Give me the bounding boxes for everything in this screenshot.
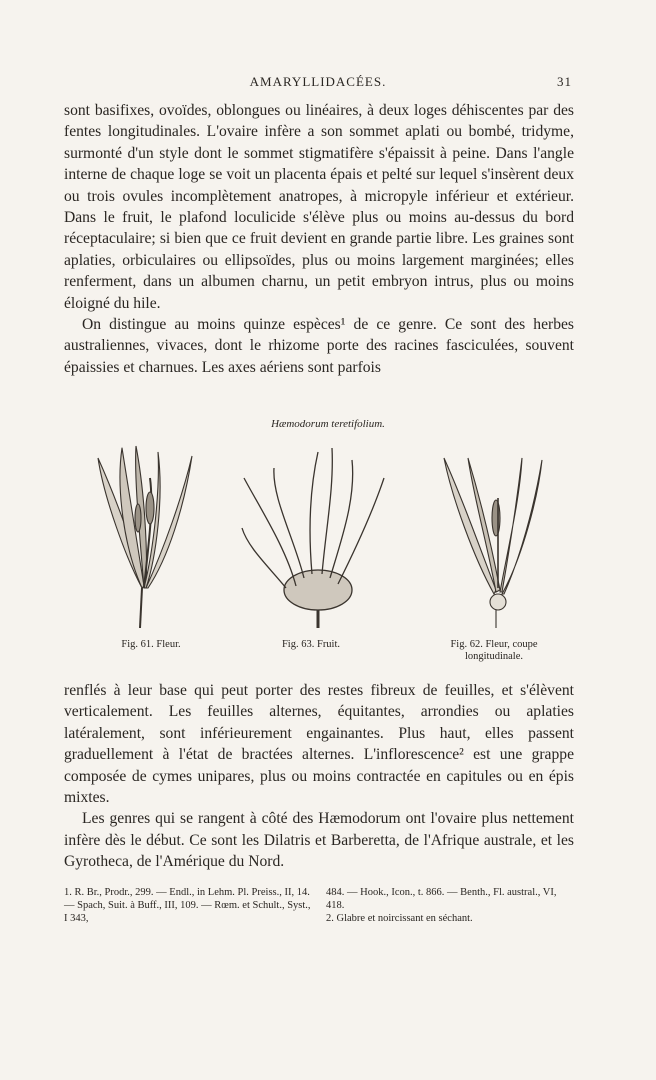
paragraph: Les genres qui se rangent à côté des Hæmodorum ont l'ovaire plus nettement infère dès le début. Ce sont les Dilatris et Barberetta, de l'Afrique australe, et les Gyrotheca, de l'Amérique du Nord. [64,810,574,871]
body-text-bottom [64,680,574,873]
flower-illustration [98,446,192,628]
botanical-figures [64,438,574,638]
body-text-top [64,100,574,378]
footnote: 2. Glabre et noircissant en séchant. [326,913,473,924]
paragraph: sont basifixes, ovoïdes, oblongues ou linéaires, à deux loges déhiscentes par des fentes longitudinales. L'ovaire infère a son sommet aplati ou bombé, tridyme, surmonté d'un style dont le sommet stigmatifère s'épaissit à peine. Dans l'angle interne de chaque loge se voit un placenta épais et pelté sur lequel s'insèrent deux ou trois ovules incomplètement anatropes, à micropyle inférieur et extérieur. Dans le fruit, le plafond loculicide s'élève plus ou moins au-dessus du bord réceptaculaire; si bien que ce fruit devient en grande partie libre. Les graines sont aplaties, orbiculaires ou ellipsoïdes, plus ou moins largement marginées; elles renferment, dans un albumen charnu, un petit embryon intrus, plus ou moins éloigné du hile. [64,102,574,312]
paragraph: On distingue au moins quinze espèces¹ de ce genre. Ce sont des herbes australiennes, vivaces, dont le rhizome porte des racines fasciculées, souvent épaissies et charnues. Les axes aériens sont parfois [64,316,574,376]
caption-fig-63: Fig. 63. Fruit. [281,639,341,650]
caption-fig-61: Fig. 61. Fleur. [121,639,181,650]
figure-title: Hæmodorum teretifolium. [271,418,385,430]
caption-fig-62: Fig. 62. Fleur, coupe longitudinale. [450,639,538,662]
footnote: 1. R. Br., Prodr., 299. — Endl., in Lehm. Pl. Preiss., II, 14. — Spach, Suit. à Buff., III, 109. — Rœm. et Schult., Syst., I 343, [64,887,311,924]
footnote: 484. — Hook., Icon., t. 866. — Benth., Fl. austral., VI, 418. [326,887,557,911]
paragraph: renflés à leur base qui peut porter des restes fibreux de feuilles, et s'élèvent verticalement. Les feuilles alternes, équitantes, arrondies ou aplaties latéralement, sont inférieurement engainantes. Plus haut, elles passent graduellement à l'état de bractées alternes. L'inflorescence² est une grappe composée de cymes unipares, plus ou moins contractée en capitules ou en épis mixtes. [64,682,574,807]
flower-section-illustration [444,458,542,628]
running-title: AMARYLLIDACÉES. [249,74,387,89]
running-header [64,74,572,94]
fruit-illustration [242,448,384,628]
footnote-column-left [64,886,312,925]
footnote-column-right [326,886,574,925]
page-number: 31 [557,74,572,89]
